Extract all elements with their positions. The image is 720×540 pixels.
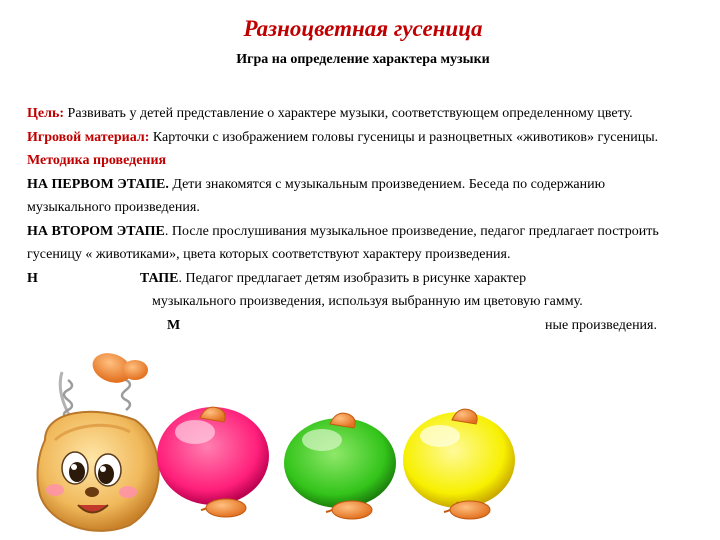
stage3-paragraph	[27, 267, 667, 291]
stage3-line3	[27, 314, 667, 338]
page-title: Разноцветная гусеница	[243, 16, 483, 41]
stage1-paragraph	[27, 173, 667, 220]
stage3-line2: музыкального произведения, используя выбранную им цветовую гамму.	[152, 294, 583, 309]
page-subtitle: Игра на определение характера музыки	[236, 52, 490, 67]
method-label: Методика проведения	[27, 153, 167, 168]
stage2-text: . После прослушивания музыкальное произведение, педагог предлагает построить гусеницу « животиками», цвета которых соответствуют характеру произведения.	[27, 223, 659, 262]
stage3-line3-end: ные произведения.	[545, 317, 657, 333]
green-segment	[284, 413, 396, 519]
material-text: Карточки с изображением головы гусеницы и разноцветных «животиков» гусеницы.	[149, 129, 659, 145]
method-heading	[27, 149, 667, 173]
goal-label: Цель:	[27, 106, 65, 121]
stage3-text: . Педагог предлагает детям изобразить в рисунке характер	[178, 270, 527, 286]
goal-text: Развивать у детей представление о характере музыки, соответствующем определенному цвету.	[64, 106, 633, 121]
stage3-label-tail: ТАПЕ	[139, 270, 179, 286]
pink-segment	[157, 407, 269, 517]
caterpillar-head	[38, 348, 159, 531]
stage3-line3-start: М	[167, 317, 181, 333]
description-body	[27, 102, 667, 337]
stage3-start: Н	[27, 270, 38, 286]
material-label: Игровой материал:	[27, 129, 150, 145]
goal-paragraph	[27, 102, 667, 126]
material-paragraph	[27, 126, 667, 150]
stage1-text: Дети знакомятся с музыкальным произведением. Беседа по содержанию музыкального произведения.	[27, 176, 606, 215]
stage2-paragraph	[27, 220, 667, 267]
stage1-label: НА ПЕРВОМ ЭТАПЕ.	[27, 176, 169, 192]
yellow-segment	[403, 409, 515, 519]
stage2-label: НА ВТОРОМ ЭТАПЕ	[27, 223, 165, 239]
